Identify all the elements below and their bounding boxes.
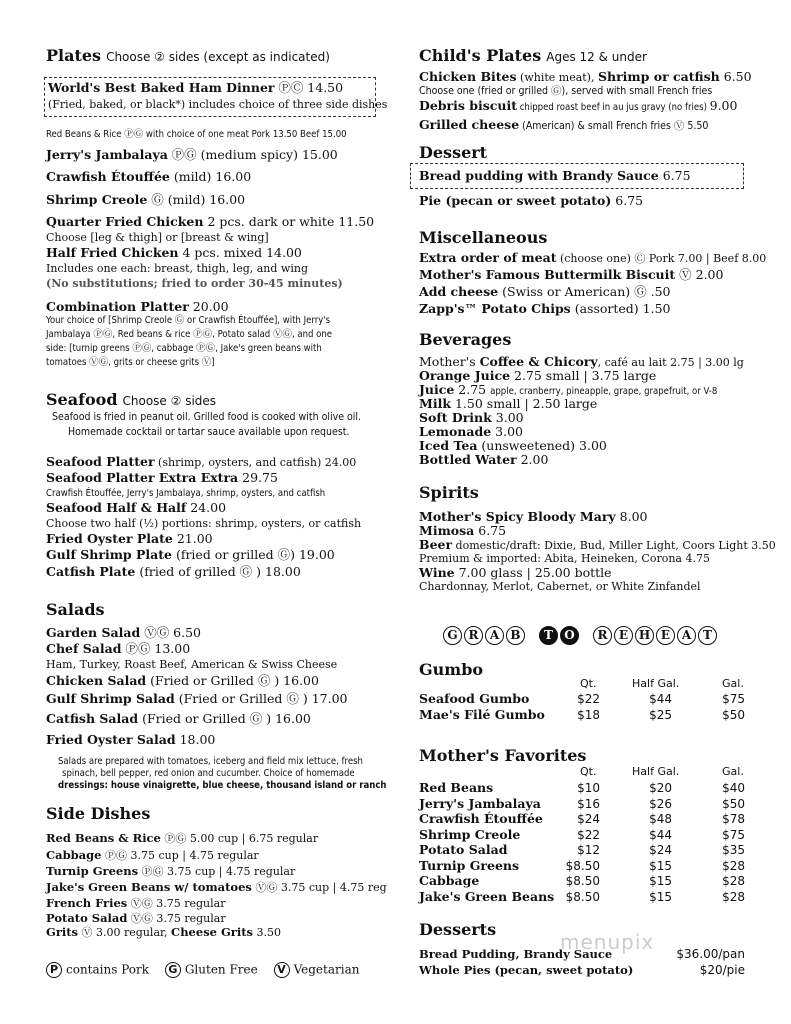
- bev-lemonade: Lemonade 3.00: [419, 424, 523, 439]
- catfish-salad: Catfish Salad (Fried or Grilled Ⓖ ) 16.00: [46, 711, 311, 726]
- child-debris: Debris biscuit chipped roast beef in au jus gravy (no fries) 9.00: [419, 98, 738, 113]
- chicken-salad: Chicken Salad (Fried or Grilled Ⓖ ) 16.00: [46, 673, 319, 688]
- table-cell-gal: $28: [722, 858, 745, 873]
- table-cell-half: $26: [649, 796, 672, 811]
- table-cell-gal: $35: [722, 843, 745, 857]
- table-cell-half: $20: [649, 781, 672, 795]
- table-cell-half: $15: [649, 858, 672, 873]
- table-cell-half: $44: [649, 827, 672, 842]
- table-cell-gal: $50: [722, 708, 745, 722]
- gumbo-col-half: Half Gal.: [632, 677, 680, 690]
- shrimp-salad: Gulf Shrimp Salad (Fried or Grilled Ⓖ ) 17.00: [46, 691, 348, 706]
- combo-desc-4: tomatoes ⓋⒼ, grits or cheese grits Ⓥ]: [46, 357, 215, 368]
- legend-vegetarian: Vegetarian: [293, 962, 360, 977]
- dessert-pies-price: $20/pie: [699, 963, 745, 977]
- table-row-name: Shrimp Creole: [419, 826, 521, 842]
- table-cell-qt: $16: [577, 796, 600, 811]
- table-cell-qt: $22: [577, 692, 600, 706]
- seafood-extra-desc: Crawfish Étouffée, Jerry's Jambalaya, shrimp, oysters, and catfish: [46, 488, 326, 499]
- table-row-name: Potato Salad: [419, 842, 508, 857]
- ham-desc: (Fried, baked, or black*) includes choice of three side dishes: [48, 98, 388, 111]
- dessert-heading: Dessert: [419, 143, 488, 162]
- table-row-name: Mae's Filé Gumbo: [419, 707, 545, 722]
- child-grilled-cheese: Grilled cheese (American) & small French fries Ⓥ 5.50: [419, 117, 709, 132]
- desserts-heading: Desserts: [419, 920, 497, 939]
- side-green-beans: Jake's Green Beans w/ tomatoes ⓋⒼ 3.75 cup | 4.75 reg: [46, 880, 387, 894]
- gumbo-heading: Gumbo: [419, 660, 484, 679]
- dessert-whole-pies: Whole Pies (pecan, sweet potato): [419, 963, 634, 977]
- salad-note-2: spinach, bell pepper, red onion and cucumber. Choice of homemade: [62, 768, 355, 779]
- child-bites: Chicken Bites (white meat), Shrimp or catfish 6.50: [419, 69, 752, 84]
- side-turnip: Turnip Greens ⓅⒼ 3.75 cup | 4.75 regular: [46, 864, 296, 878]
- half-chicken: Half Fried Chicken 4 pcs. mixed 14.00: [46, 245, 302, 260]
- combo-desc-2: Jambalaya ⓅⒼ, Red beans & rice ⓅⒼ, Potato salad ⓋⒼ, and one: [46, 329, 333, 340]
- table-cell-gal: $75: [722, 827, 745, 842]
- favorites-heading: Mother's Favorites: [419, 746, 587, 765]
- legend: [46, 962, 359, 978]
- side-red-beans: Red Beans & Rice ⓅⒼ 5.00 cup | 6.75 regular: [46, 831, 319, 845]
- spirit-premium: Premium & imported: Abita, Heineken, Corona 4.75: [419, 552, 710, 565]
- garden-salad: Garden Salad ⓋⒼ 6.50: [46, 625, 201, 640]
- table-cell-qt: $8.50: [565, 858, 600, 873]
- child-bites-desc: Choose one (fried or grilled Ⓖ), served with small French fries: [419, 85, 713, 97]
- chef-salad: Chef Salad ⓅⒼ 13.00: [46, 641, 191, 656]
- seafood-halfhalf: Seafood Half & Half 24.00: [46, 500, 227, 515]
- seafood-heading: Seafood Choose ② sides: [46, 390, 217, 409]
- bev-water: Bottled Water 2.00: [419, 452, 549, 467]
- side-cabbage: Cabbage ⓅⒼ 3.75 cup | 4.75 regular: [46, 848, 259, 862]
- creole-plate: Shrimp Creole Ⓖ (mild) 16.00: [46, 192, 246, 207]
- table-row-name: Turnip Greens: [419, 857, 520, 873]
- bev-soft: Soft Drink 3.00: [419, 410, 524, 425]
- table-cell-half: $24: [649, 843, 672, 857]
- red-beans-plate: Red Beans & Rice ⓅⒼ with choice of one meat Pork 13.50 Beef 15.00: [46, 129, 347, 140]
- half-note: (No substitutions; fried to order 30-45 minutes): [46, 277, 343, 290]
- quarter-desc: Choose [leg & thigh] or [breast & wing]: [46, 231, 269, 244]
- spirit-beer: Beer domestic/draft: Dixie, Bud, Miller Light, Coors Light 3.50: [419, 537, 776, 552]
- salads-heading: Salads: [46, 600, 105, 619]
- plates-heading: Plates Choose ② sides (except as indicated): [46, 46, 330, 65]
- gulf-shrimp-plate: Gulf Shrimp Plate (fried or grilled Ⓖ) 19.00: [46, 547, 335, 562]
- misc-biscuit: Mother's Famous Buttermilk Biscuit Ⓥ 2.00: [419, 267, 724, 282]
- side-grits: Grits Ⓥ 3.00 regular, Cheese Grits 3.50: [46, 925, 282, 939]
- table-cell-gal: $28: [722, 874, 745, 888]
- table-cell-qt: $18: [577, 708, 600, 722]
- pie: Pie (pecan or sweet potato) 6.75: [419, 193, 644, 208]
- misc-heading: Miscellaneous: [419, 228, 548, 247]
- watermark-logo: menupix: [560, 930, 655, 954]
- table-cell-qt: $24: [577, 812, 600, 826]
- table-cell-qt: $22: [577, 827, 600, 842]
- grab-to-reheat-banner: G R A B T O R E H E A T: [443, 622, 719, 645]
- misc-meat: Extra order of meat (choose one) Ⓒ Pork 7.00 | Beef 8.00: [419, 250, 767, 265]
- oyster-salad: Fried Oyster Salad 18.00: [46, 732, 216, 747]
- favs-col-qt: Qt.: [580, 765, 597, 778]
- seafood-platter: Seafood Platter (shrimp, oysters, and catfish) 24.00: [46, 454, 357, 469]
- chef-desc: Ham, Turkey, Roast Beef, American & Swiss Cheese: [46, 658, 338, 671]
- side-fries: French Fries ⓋⒼ 3.75 regular: [46, 896, 226, 910]
- table-cell-half: $25: [649, 708, 672, 722]
- table-row-name: Red Beans: [419, 780, 494, 795]
- table-row-name: Seafood Gumbo: [419, 691, 530, 706]
- spirits-heading: Spirits: [419, 483, 479, 502]
- legend-pork: contains Pork: [66, 962, 150, 977]
- table-cell-qt: $12: [577, 843, 600, 857]
- vegetarian-icon: V: [274, 962, 290, 978]
- gluten-free-icon: G: [165, 962, 181, 978]
- child-heading: Child's Plates Ages 12 & under: [419, 46, 647, 65]
- misc-chips: Zapp's™ Potato Chips (assorted) 1.50: [419, 301, 671, 316]
- table-cell-qt: $8.50: [565, 874, 600, 888]
- combo-desc-1: Your choice of [Shrimp Creole Ⓖ or Crawfish Étouffée], with Jerry's: [46, 315, 331, 326]
- table-cell-gal: $50: [722, 796, 745, 811]
- seafood-desc-2: Homemade cocktail or tartar sauce available upon request.: [68, 426, 350, 438]
- bev-tea: Iced Tea (unsweetened) 3.00: [419, 438, 607, 453]
- table-cell-gal: $40: [722, 781, 745, 795]
- table-cell-gal: $75: [722, 692, 745, 706]
- seafood-extra: Seafood Platter Extra Extra 29.75: [46, 470, 278, 485]
- gumbo-col-gal: Gal.: [722, 677, 744, 690]
- beverages-heading: Beverages: [419, 330, 512, 349]
- favs-col-gal: Gal.: [722, 765, 744, 778]
- table-cell-half: $44: [649, 692, 672, 706]
- spirit-wine: Wine 7.00 glass | 25.00 bottle: [419, 565, 612, 580]
- legend-gluten: Gluten Free: [184, 962, 258, 977]
- table-cell-qt: $8.50: [565, 889, 600, 904]
- bev-oj: Orange Juice 2.75 small | 3.75 large: [419, 368, 657, 383]
- favs-col-half: Half Gal.: [632, 765, 680, 778]
- seafood-desc-1: Seafood is fried in peanut oil. Grilled food is cooked with olive oil.: [52, 411, 362, 423]
- spirit-mimosa: Mimosa 6.75: [419, 523, 507, 538]
- table-row-name: Cabbage: [419, 873, 480, 888]
- table-cell-qt: $10: [577, 781, 600, 795]
- catfish-plate: Catfish Plate (fried of grilled Ⓖ ) 18.00: [46, 564, 301, 579]
- spirit-bloody-mary: Mother's Spicy Bloody Mary 8.00: [419, 509, 648, 524]
- table-row-name: Jake's Green Beans: [419, 888, 555, 904]
- table-row-name: Crawfish Étouffée: [419, 811, 543, 826]
- table-cell-half: $15: [649, 889, 672, 904]
- gumbo-col-qt: Qt.: [580, 677, 597, 690]
- misc-cheese: Add cheese (Swiss or American) Ⓖ .50: [419, 284, 671, 299]
- dessert-pudding-price: $36.00/pan: [676, 947, 745, 961]
- table-cell-half: $15: [649, 874, 672, 888]
- pork-icon: P: [46, 962, 62, 978]
- combo-platter: Combination Platter 20.00: [46, 299, 229, 314]
- crawfish-plate: Crawfish Étouffée (mild) 16.00: [46, 169, 252, 184]
- table-cell-gal: $78: [722, 812, 745, 826]
- side-potato-salad: Potato Salad ⓋⒼ 3.75 regular: [46, 911, 226, 925]
- table-cell-half: $48: [649, 812, 672, 826]
- salad-note-3: dressings: house vinaigrette, blue cheese, thousand island or ranch: [58, 780, 387, 791]
- salad-note-1: Salads are prepared with tomatoes, iceberg and field mix lettuce, fresh: [58, 756, 363, 767]
- bev-milk: Milk 1.50 small | 2.50 large: [419, 396, 598, 411]
- dessert-pudding-pan: Bread Pudding, Brandy Sauce: [419, 947, 613, 961]
- quarter-chicken: Quarter Fried Chicken 2 pcs. dark or white 11.50: [46, 214, 375, 229]
- sides-heading: Side Dishes: [46, 804, 151, 823]
- bev-juice: Juice 2.75 apple, cranberry, pineapple, grape, grapefruit, or V-8: [419, 382, 718, 397]
- ham-dinner: World's Best Baked Ham Dinner ⓅⒸ 14.50: [48, 80, 344, 95]
- half-desc: Includes one each: breast, thigh, leg, and wing: [46, 262, 308, 275]
- bread-pudding: Bread pudding with Brandy Sauce 6.75: [419, 168, 691, 183]
- combo-desc-3: side: [turnip greens ⓅⒼ, cabbage ⓅⒼ, Jake's green beans with: [46, 343, 322, 354]
- spirit-wine-list: Chardonnay, Merlot, Cabernet, or White Zinfandel: [419, 580, 701, 593]
- oyster-plate: Fried Oyster Plate 21.00: [46, 531, 213, 546]
- table-row-name: Jerry's Jambalaya: [419, 795, 541, 811]
- jambalaya-plate: Jerry's Jambalaya ⓅⒼ (medium spicy) 15.00: [46, 147, 338, 162]
- table-cell-gal: $28: [722, 889, 745, 904]
- bev-coffee: Mother's Coffee & Chicory, café au lait 2.75 | 3.00 lg: [419, 354, 744, 369]
- seafood-halfhalf-desc: Choose two half (½) portions: shrimp, oysters, or catfish: [46, 517, 362, 530]
